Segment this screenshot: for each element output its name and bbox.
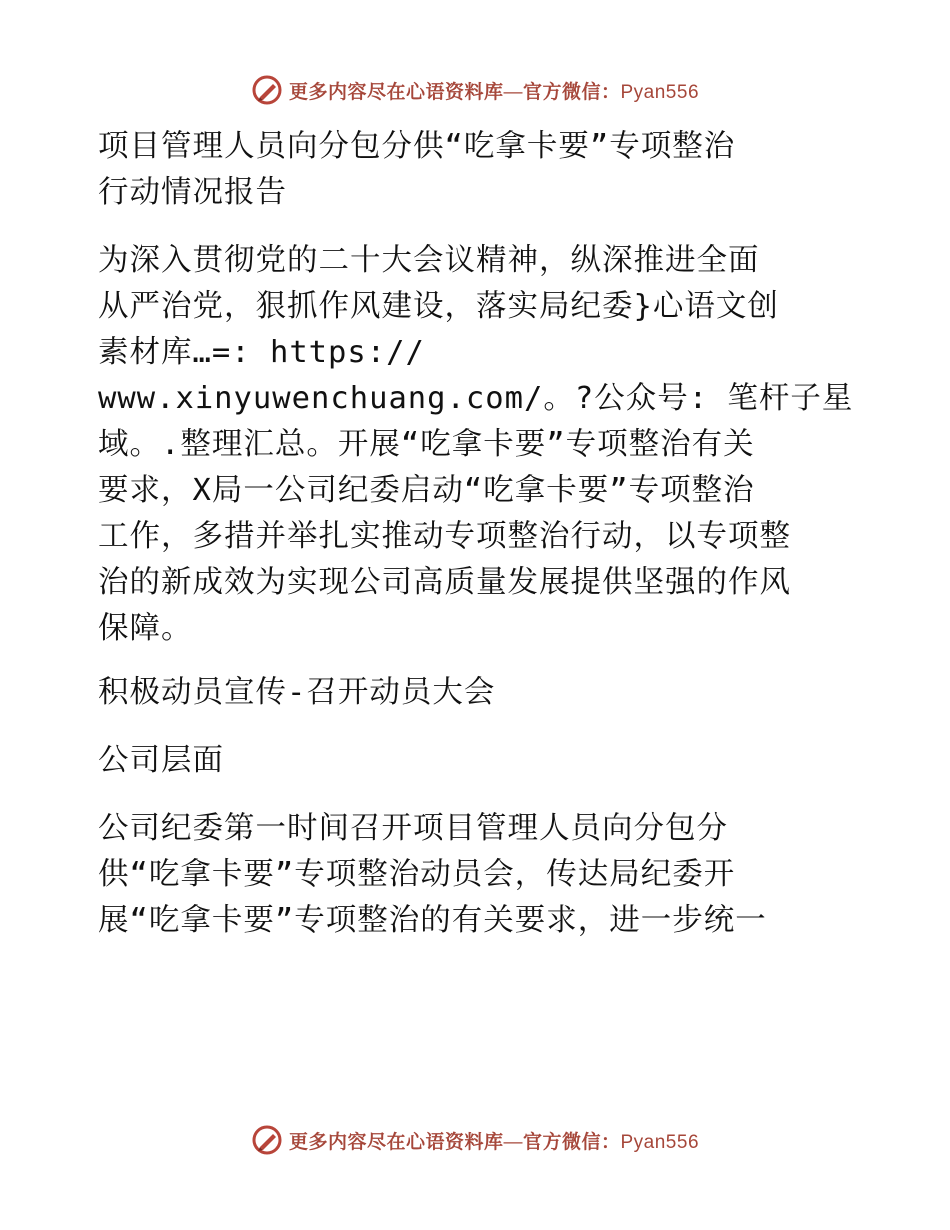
paragraph-line: 展“吃拿卡要”专项整治的有关要求，进一步统一 bbox=[98, 903, 767, 938]
section-heading: 积极动员宣传-召开动员大会 bbox=[98, 675, 496, 710]
document-title-line: 项目管理人员向分包分供“吃拿卡要”专项整治 bbox=[98, 129, 736, 164]
paragraph-line: 要求，X局一公司纪委启动“吃拿卡要”专项整治 bbox=[98, 473, 755, 508]
paragraph-line: 素材库…=: https:// bbox=[98, 335, 425, 370]
watermark-text: 更多内容尽在心语资料库—官方微信：Pyan556 bbox=[288, 81, 700, 103]
paragraph-line: www.xinyuwenchuang.com/。?公众号: 笔杆子星 bbox=[98, 381, 854, 416]
pen-logo-icon bbox=[251, 74, 283, 106]
footer-watermark bbox=[0, 1120, 950, 1160]
paragraph-line: 公司纪委第一时间召开项目管理人员向分包分 bbox=[98, 811, 728, 846]
header-watermark bbox=[0, 70, 950, 110]
paragraph-line: 域。.整理汇总。开展“吃拿卡要”专项整治有关 bbox=[98, 427, 755, 462]
paragraph-line: 供“吃拿卡要”专项整治动员会，传达局纪委开 bbox=[98, 857, 736, 892]
pen-logo-icon bbox=[251, 1124, 283, 1156]
document-title-line: 行动情况报告 bbox=[98, 175, 287, 210]
document-body bbox=[98, 124, 858, 944]
paragraph-line: 从严治党，狠抓作风建设，落实局纪委}心语文创 bbox=[98, 289, 779, 324]
subsection-heading: 公司层面 bbox=[98, 743, 224, 778]
paragraph-line: 工作，多措并举扎实推动专项整治行动，以专项整 bbox=[98, 519, 791, 554]
watermark-text: 更多内容尽在心语资料库—官方微信：Pyan556 bbox=[288, 1131, 700, 1153]
paragraph-line: 治的新成效为实现公司高质量发展提供坚强的作风 bbox=[98, 565, 791, 600]
paragraph-line: 为深入贯彻党的二十大会议精神，纵深推进全面 bbox=[98, 243, 760, 278]
paragraph-line: 保障。 bbox=[98, 611, 193, 646]
